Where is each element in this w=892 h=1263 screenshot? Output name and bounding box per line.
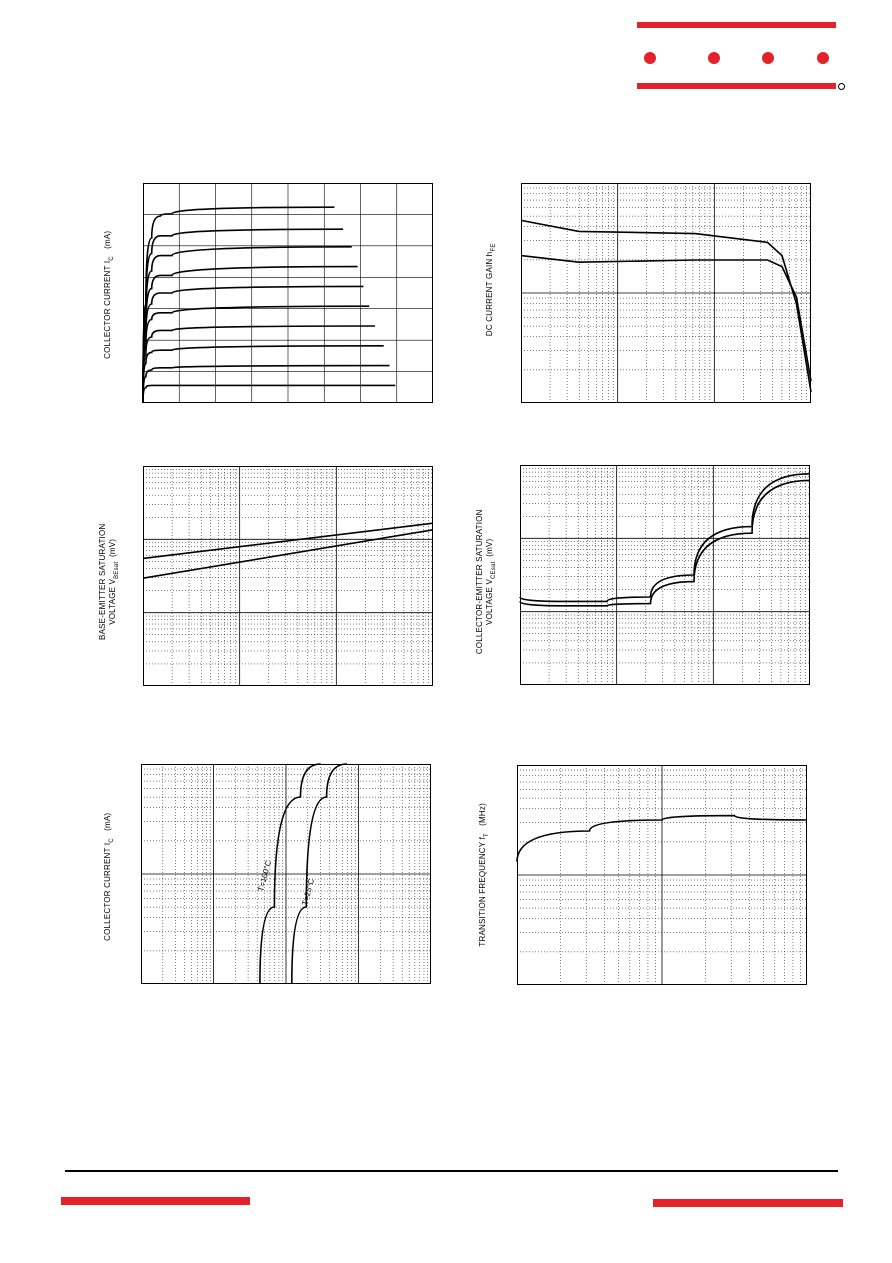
ylabel-sub: C <box>108 838 115 843</box>
series-line <box>143 530 433 578</box>
logo-top-bar <box>637 22 836 28</box>
curve-label-25c: T=25°C <box>300 877 317 907</box>
footer-left-bar <box>61 1197 250 1205</box>
chart-vce-saturation <box>520 465 810 685</box>
footer-right-bar <box>653 1199 843 1207</box>
ylabel-line1: COLLECTOR-EMITTER SATURATION <box>475 509 485 655</box>
logo-dot <box>708 52 720 64</box>
series-line <box>143 366 390 403</box>
logo-dot <box>762 52 774 64</box>
chart-frame <box>521 466 810 685</box>
ylabel-text: DC CURRENT GAIN h <box>485 251 495 337</box>
ylabel-line2: VOLTAGE V <box>108 578 118 625</box>
ylabel-unit: (MHz) <box>478 803 488 826</box>
logo-dot <box>644 52 656 64</box>
chart-ft-ylabel <box>478 790 492 960</box>
chart-transfer-characteristics <box>141 764 431 984</box>
series-line <box>521 220 811 392</box>
ylabel-sub: CEsat <box>490 561 497 579</box>
ylabel-line1: BASE-EMITTER SATURATION <box>98 523 108 640</box>
curve-label-100c: T=100°C <box>256 859 274 893</box>
chart-vce-ylabel <box>475 497 499 667</box>
chart-dc-current-gain <box>521 183 811 403</box>
ylabel-unit: (mV) <box>485 538 495 557</box>
series-line <box>143 306 369 403</box>
series-line <box>521 256 811 381</box>
series-line <box>143 229 343 403</box>
registered-mark-icon <box>838 83 845 90</box>
ylabel-unit: (mA) <box>103 812 113 831</box>
ylabel-sub: FE <box>490 243 497 252</box>
series-line <box>143 326 375 403</box>
series-line <box>143 247 352 403</box>
chart-vbe-saturation <box>143 466 433 686</box>
footer-divider <box>65 1170 838 1172</box>
chart-frame <box>144 467 433 686</box>
ylabel-text: COLLECTOR CURRENT I <box>103 260 113 359</box>
series-line <box>143 385 395 403</box>
chart-transfer-ylabel <box>103 797 117 957</box>
chart-transition-frequency <box>517 765 807 985</box>
series-line <box>143 523 433 558</box>
ylabel-text: TRANSITION FREQUENCY f <box>478 836 488 947</box>
ylabel-unit: (mV) <box>108 538 118 557</box>
logo-bottom-bar <box>637 83 836 89</box>
chart-output-characteristics <box>143 183 433 403</box>
ylabel-unit: (mA) <box>103 230 113 249</box>
series-line <box>520 480 810 605</box>
chart-output-ylabel <box>103 215 117 375</box>
ylabel-sub: C <box>108 256 115 261</box>
ylabel-sub: BEsat <box>113 561 120 579</box>
chart-hfe-ylabel <box>485 220 499 360</box>
ylabel-line2: VOLTAGE V <box>485 578 495 625</box>
ylabel-text: COLLECTOR CURRENT I <box>103 842 113 941</box>
chart-vbe-ylabel <box>98 507 122 657</box>
ylabel-sub: T <box>483 833 490 837</box>
logo-dot <box>817 52 829 64</box>
